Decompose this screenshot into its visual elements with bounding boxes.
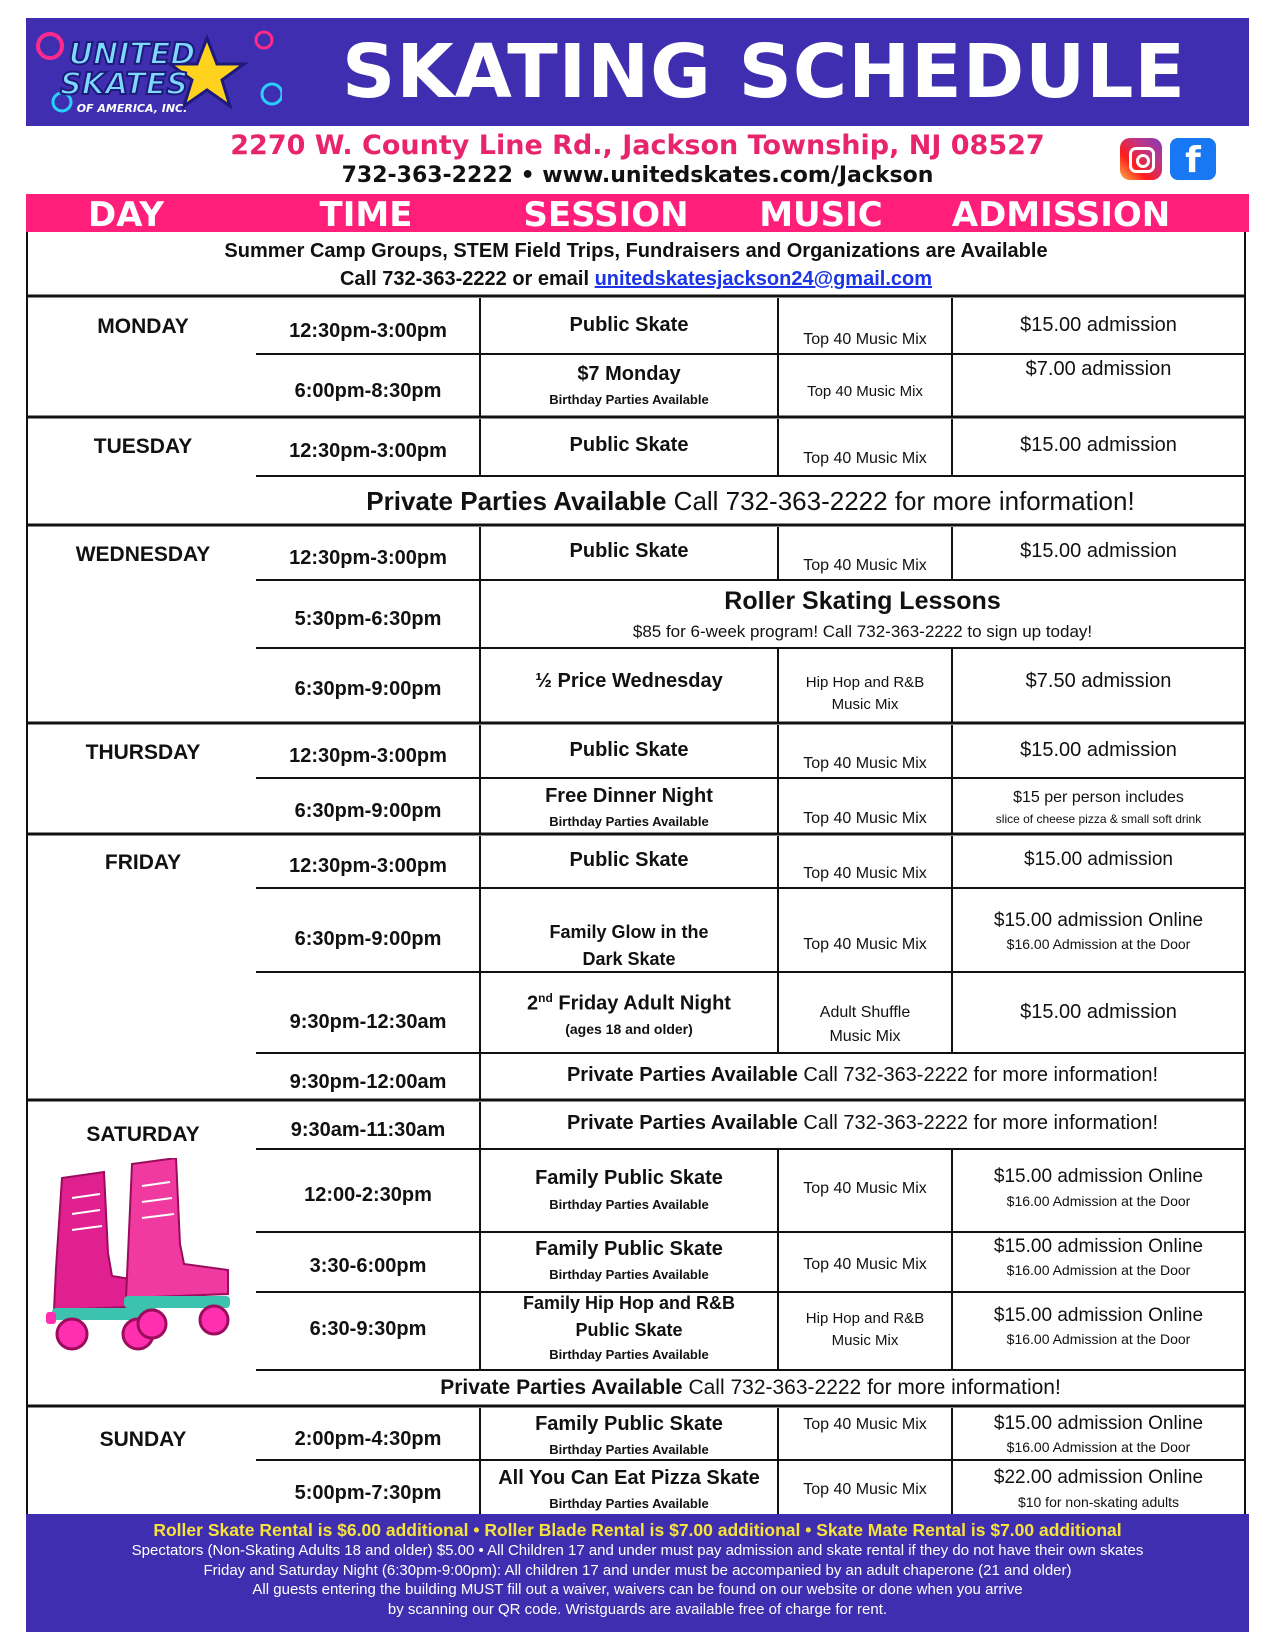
notice-call-text: Call 732-363-2222 or email <box>339 268 595 290</box>
instagram-icon[interactable] <box>1120 138 1162 180</box>
time-cell: 12:30pm-3:00pm <box>289 855 447 877</box>
admission-cell: $15.00 admission <box>1020 739 1177 761</box>
music-cell-line-1: Adult Shuffle <box>819 1004 911 1021</box>
time-cell: 5:30pm-6:30pm <box>294 608 442 630</box>
email-link[interactable]: unitedskatesjackson24@gmail.com <box>594 268 933 290</box>
time-cell: 6:00pm-8:30pm <box>294 380 442 402</box>
music-cell: Top 40 Music Mix <box>803 557 927 574</box>
time-cell: 9:30am-11:30am <box>290 1119 446 1141</box>
session-cell: Public Skate <box>569 540 689 562</box>
facebook-icon[interactable]: f <box>1170 138 1216 180</box>
admission-note: $16.00 Admission at the Door <box>1006 1193 1191 1209</box>
logo-word-2: SKATES <box>60 67 188 102</box>
music-cell-line-2: Music Mix <box>831 696 899 713</box>
session-cell: Public Skate <box>569 314 689 336</box>
session-cell: ½ Price Wednesday <box>535 670 723 692</box>
music-cell: Top 40 Music Mix <box>803 865 927 882</box>
session-cell-line-2: Dark Skate <box>582 949 676 969</box>
admission-cell: $15.00 admission Online <box>993 1236 1204 1257</box>
time-cell: 3:30-6:00pm <box>309 1255 427 1277</box>
day-wednesday: WEDNESDAY <box>75 543 211 566</box>
admission-note: $10 for non-skating adults <box>1017 1494 1180 1510</box>
time-cell: 6:30pm-9:00pm <box>294 678 442 700</box>
column-admission: ADMISSION <box>951 195 1171 235</box>
music-cell: Top 40 Music Mix <box>803 331 927 348</box>
logo-word-1: UNITED <box>68 37 196 72</box>
time-cell: 12:30pm-3:00pm <box>289 320 447 342</box>
session-cell: Family Public Skate <box>535 1167 723 1189</box>
session-cell: Public Skate <box>569 849 689 871</box>
time-cell: 9:30pm-12:00am <box>289 1071 447 1093</box>
music-cell: Top 40 Music Mix <box>807 383 923 400</box>
private-party-bold: Private Parties Available <box>366 486 667 516</box>
day-tuesday: TUESDAY <box>93 435 193 458</box>
private-party-row <box>480 1112 1245 1135</box>
music-cell: Top 40 Music Mix <box>803 450 927 467</box>
music-cell-line-2: Music Mix <box>831 1332 899 1349</box>
lessons-note: $85 for 6-week program! Call 732-363-2222 to sign up today! <box>632 622 1093 641</box>
column-day: DAY <box>88 195 164 235</box>
private-party-text: Call 732-363-2222 for more information! <box>797 1064 1159 1086</box>
admission-cell: $15 per person includes <box>1013 789 1184 806</box>
session-cell: $7 Monday <box>577 363 681 385</box>
admission-note: $16.00 Admission at the Door <box>1006 936 1191 952</box>
address: 2270 W. County Line Rd., Jackson Township, NJ 08527 <box>230 130 1045 161</box>
music-cell: Top 40 Music Mix <box>803 1481 927 1498</box>
admission-cell: $15.00 admission <box>1020 314 1177 336</box>
music-cell: Top 40 Music Mix <box>803 1180 927 1197</box>
session-note: Birthday Parties Available <box>549 1197 709 1212</box>
column-music: MUSIC <box>759 195 883 235</box>
contact-line: 732-363-2222 • www.unitedskates.com/Jackson <box>341 163 934 188</box>
day-saturday: SATURDAY <box>86 1123 200 1146</box>
admission-cell: $15.00 admission <box>1020 1001 1177 1023</box>
day-monday: MONDAY <box>97 315 189 338</box>
notice-line-2 <box>27 268 1245 291</box>
admission-cell: $22.00 admission Online <box>993 1467 1204 1488</box>
private-party-text: Call 732-363-2222 for more information! <box>682 1376 1061 1399</box>
session-note: Birthday Parties Available <box>549 1442 709 1457</box>
time-cell: 12:30pm-3:00pm <box>289 547 447 569</box>
footer-banner <box>26 1514 1249 1632</box>
session-note: (ages 18 and older) <box>565 1021 693 1037</box>
time-cell: 2:00pm-4:30pm <box>294 1428 442 1450</box>
session-cell: Public Skate <box>569 434 689 456</box>
notice-line-1: Summer Camp Groups, STEM Field Trips, Fundraisers and Organizations are Available <box>224 240 1048 262</box>
logo-word-3: OF AMERICA, INC. <box>76 102 188 115</box>
rental-info: Roller Skate Rental is $6.00 additional • Roller Blade Rental is $7.00 additional • Skate Mate Rental is $7.00 additional <box>153 1520 1122 1540</box>
time-cell: 6:30pm-9:00pm <box>294 928 442 950</box>
session-note: Birthday Parties Available <box>549 1496 709 1511</box>
admission-cell: $15.00 admission <box>1024 849 1173 870</box>
united-skates-logo <box>32 24 282 120</box>
admission-note: $16.00 Admission at the Door <box>1006 1439 1191 1455</box>
private-party-row <box>480 1064 1245 1087</box>
session-title: Friday Adult Night <box>552 992 731 1015</box>
admission-note: slice of cheese pizza & small soft drink <box>995 812 1202 826</box>
time-cell: 12:30pm-3:00pm <box>289 745 447 767</box>
session-note: Birthday Parties Available <box>549 1267 709 1282</box>
private-party-text: Call 732-363-2222 for more information! <box>797 1112 1159 1134</box>
session-cell-line-1: Family Glow in the <box>549 922 709 942</box>
time-cell: 6:30pm-9:00pm <box>294 800 442 822</box>
music-cell-line-1: Hip Hop and R&B <box>805 1310 925 1327</box>
roller-skate-illustration <box>42 1158 238 1358</box>
session-cell <box>480 991 778 1016</box>
private-party-bold: Private Parties Available <box>566 1112 798 1134</box>
music-cell: Top 40 Music Mix <box>803 936 927 953</box>
session-cell: Free Dinner Night <box>545 785 713 807</box>
header-banner <box>26 18 1249 126</box>
private-party-bold: Private Parties Available <box>566 1064 798 1086</box>
music-cell-line-1: Hip Hop and R&B <box>805 674 925 691</box>
day-friday: FRIDAY <box>104 851 182 874</box>
session-cell: All You Can Eat Pizza Skate <box>498 1467 760 1489</box>
session-note: Birthday Parties Available <box>549 814 709 829</box>
private-party-banner <box>256 486 1245 517</box>
admission-cell: $15.00 admission Online <box>993 910 1204 931</box>
lessons-title: Roller Skating Lessons <box>724 587 1001 615</box>
session-ordinal-suffix: nd <box>538 991 553 1005</box>
column-time: TIME <box>319 195 413 235</box>
admission-cell: $15.00 admission Online <box>993 1305 1204 1326</box>
session-note: Birthday Parties Available <box>549 1347 709 1362</box>
column-header-bar <box>26 194 1249 235</box>
music-cell-line-2: Music Mix <box>829 1028 901 1045</box>
private-party-banner <box>256 1376 1245 1400</box>
admission-cell: $15.00 admission Online <box>993 1166 1204 1187</box>
session-cell-line-2: Public Skate <box>575 1320 683 1340</box>
time-cell: 6:30-9:30pm <box>309 1318 427 1340</box>
music-cell: Top 40 Music Mix <box>803 810 927 827</box>
admission-cell: $15.00 admission Online <box>993 1413 1204 1434</box>
time-cell: 9:30pm-12:30am <box>289 1011 447 1033</box>
music-cell: Top 40 Music Mix <box>803 1416 927 1433</box>
day-sunday: SUNDAY <box>99 1428 187 1451</box>
column-session: SESSION <box>523 195 689 235</box>
footer-line-chaperone: Friday and Saturday Night (6:30pm-9:00pm): All children 17 and under must be accompanied by an adult chaperone (21 and older) <box>203 1561 1072 1579</box>
admission-note: $16.00 Admission at the Door <box>1006 1262 1191 1278</box>
session-cell: Family Public Skate <box>535 1238 723 1260</box>
music-cell: Top 40 Music Mix <box>803 755 927 772</box>
footer-line-spectators: Spectators (Non-Skating Adults 18 and older) $5.00 • All Children 17 and under must pay admission and skate rental if they do not have their own skates <box>131 1542 1144 1559</box>
admission-cell: $15.00 admission <box>1020 434 1177 456</box>
time-cell: 12:00-2:30pm <box>304 1184 432 1206</box>
admission-cell: $7.00 admission <box>1025 358 1172 380</box>
session-cell-line-1: Family Hip Hop and R&B <box>522 1293 735 1313</box>
admission-cell: $15.00 admission <box>1020 540 1177 562</box>
private-party-bold: Private Parties Available <box>440 1376 683 1399</box>
footer-line-wristguards: by scanning our QR code. Wristguards are available free of charge for rent. <box>387 1600 888 1618</box>
music-cell: Top 40 Music Mix <box>803 1256 927 1273</box>
session-cell: Family Public Skate <box>535 1413 723 1435</box>
day-thursday: THURSDAY <box>85 741 201 764</box>
session-note: Birthday Parties Available <box>549 392 709 407</box>
admission-cell: $7.50 admission <box>1025 670 1172 692</box>
footer-line-waiver: All guests entering the building MUST fill out a waiver, waivers can be found on our website or done when you arrive <box>252 1581 1023 1598</box>
time-cell: 12:30pm-3:00pm <box>289 440 447 462</box>
session-cell: Public Skate <box>569 739 689 761</box>
session-ordinal: 2 <box>527 992 539 1015</box>
private-party-text: Call 732-363-2222 for more information! <box>666 486 1135 516</box>
admission-note: $16.00 Admission at the Door <box>1006 1331 1191 1347</box>
page-title: SKATING SCHEDULE <box>342 29 1186 115</box>
time-cell: 5:00pm-7:30pm <box>294 1482 442 1504</box>
